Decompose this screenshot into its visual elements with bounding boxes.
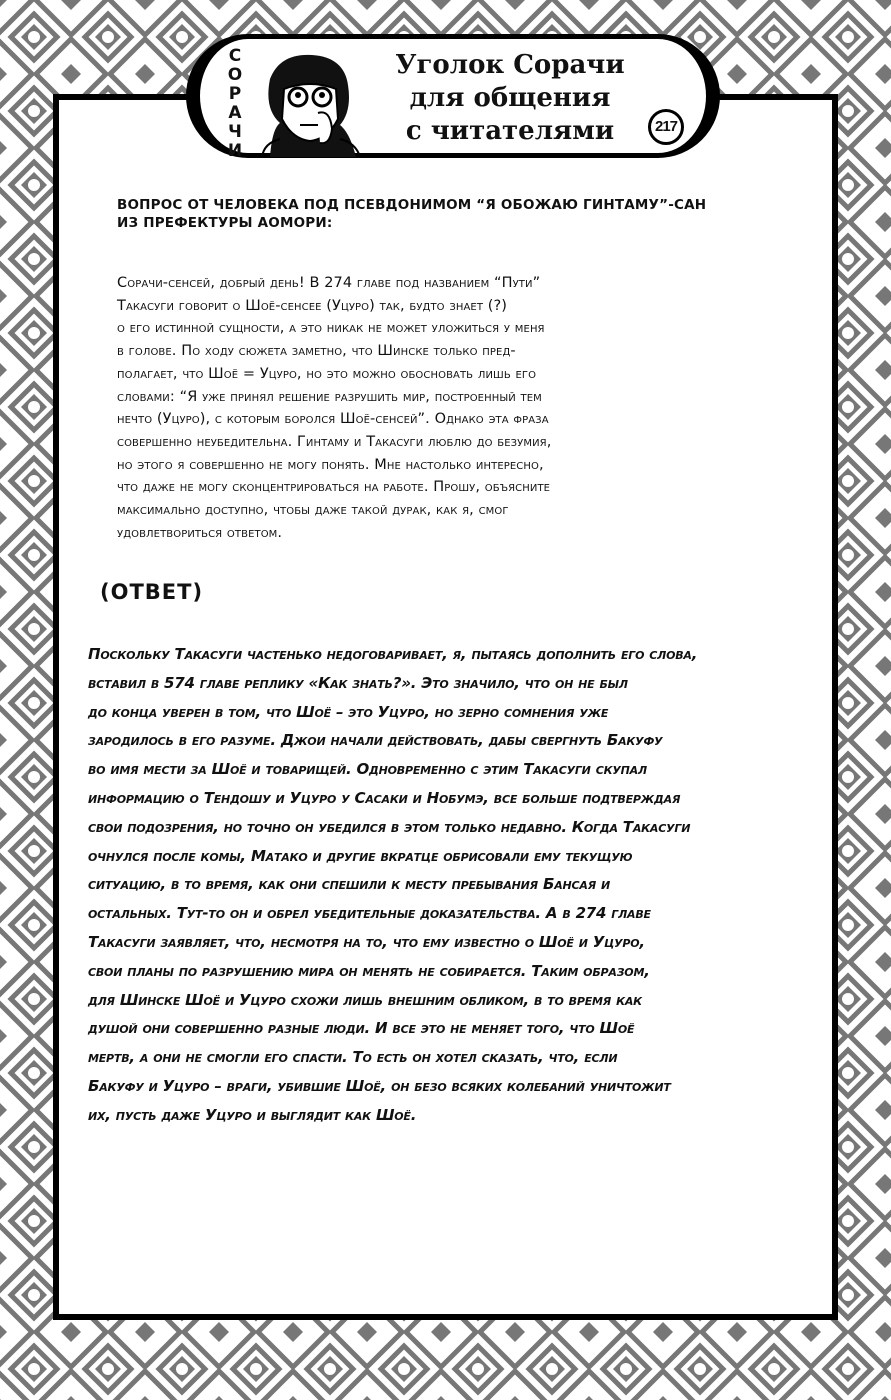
answer-body <box>88 640 697 1130</box>
vertical-letter: А <box>228 103 242 123</box>
text-line: до конца уверен в том, что Шоё – это Уцуро, но зерно сомнения уже <box>88 702 609 721</box>
text-line: зародилось в его разуме. Джои начали действовать, дабы свергнуть Бакуфу <box>88 731 663 750</box>
text-line: о его истинной сущности, а это никак не может уложиться у меня <box>117 320 545 337</box>
text-line: в голове. По ходу сюжета заметно, что Шинске только пред- <box>117 343 516 360</box>
text-line: ВОПРОС ОТ ЧЕЛОВЕКА ПОД ПСЕВДОНИМОМ “Я ОБОЖАЮ ГИНТАМУ”-САН <box>117 197 707 213</box>
question-body <box>117 272 551 544</box>
vertical-letter: Ч <box>228 122 242 142</box>
vertical-author-label <box>226 47 244 161</box>
text-line: во имя мести за Шоё и товарищей. Одновременно с этим Такасуги скупал <box>88 760 647 779</box>
author-gorilla-portrait-icon <box>250 49 370 157</box>
vertical-letter: О <box>227 65 243 85</box>
question-intro <box>117 196 706 232</box>
text-line: свои планы по разрушению мира он менять не собирается. Таким образом, <box>88 961 650 980</box>
text-line: что даже не могу сконцентрироваться на работе. Прошу, объясните <box>117 479 551 496</box>
title-line: с читателями <box>405 116 615 146</box>
text-line: максимально доступно, чтобы даже такой дурак, как я, смог <box>117 502 509 519</box>
issue-number-badge: 217 <box>648 109 684 145</box>
text-line: Такасуги говорит о Шоё-сенсее (Уцуро) так, будто знает (?) <box>117 297 508 314</box>
title-line: для общения <box>409 83 611 113</box>
text-line: но этого я совершенно не могу понять. Мне настолько интересно, <box>117 456 544 473</box>
text-line: душой они совершенно разные люди. И все это не меняет того, что Шоё <box>88 1019 635 1038</box>
text-line: остальных. Тут-то он и обрел убедительные доказательства. А в 274 главе <box>88 904 651 923</box>
text-line: Поскольку Такасуги частенько недоговаривает, я, пытаясь дополнить его слова, <box>88 645 698 663</box>
title-line: Уголок Сорачи <box>395 50 625 80</box>
vertical-letter: С <box>228 46 242 66</box>
text-line: информацию о Тендошу и Уцуро у Сасаки и Нобумэ, все больше подтверждая <box>88 788 681 807</box>
text-line: вставил в 574 главе реплику «Как знать?». Это значило, что он не был <box>88 673 628 692</box>
text-line: удовлетвориться ответом. <box>117 524 283 541</box>
text-line: мертв, а они не смогли его спасти. То есть он хотел сказать, что, если <box>88 1048 618 1067</box>
text-line: свои подозрения, но точно он убедился в этом только недавно. Когда Такасуги <box>88 817 691 836</box>
vertical-letter: Р <box>228 84 242 104</box>
text-line: Бакуфу и Уцуро – враги, убившие Шоё, он безо всяких колебаний уничтожит <box>88 1076 671 1095</box>
text-line: совершенно неубедительна. Гинтаму и Такасуги люблю до безумия, <box>117 433 552 450</box>
text-line: для Шинске Шоё и Уцуро схожи лишь внешним обликом, в то время как <box>88 990 642 1009</box>
corner-header-banner <box>186 34 720 161</box>
text-line: ИЗ ПРЕФЕКТУРЫ АОМОРИ: <box>117 215 333 231</box>
vertical-letter: И <box>227 141 243 161</box>
text-line: ситуацию, в то время, как они спешили к месту пребывания Бансая и <box>88 875 611 894</box>
text-line: нечто (Уцуро), с которым боролся Шоё-сенсей”. Однако эта фраза <box>117 411 549 428</box>
text-line: словами: “Я уже принял решение разрушить мир, построенный тем <box>117 388 542 405</box>
answer-label: (ОТВЕТ) <box>100 580 204 604</box>
corner-title <box>360 49 660 148</box>
text-line: очнулся после комы, Матако и другие вкратце обрисовали ему текущую <box>88 846 633 865</box>
text-line: полагает, что Шоё = Уцуро, но это можно обосновать лишь его <box>117 365 537 382</box>
text-line: Такасуги заявляет, что, несмотря на то, что ему известно о Шоё и Уцуро, <box>88 932 645 951</box>
text-line: их, пусть даже Уцуро и выглядит как Шоё. <box>88 1105 417 1124</box>
text-line: Сорачи-сенсей, добрый день! В 274 главе под названием “Пути” <box>117 275 541 291</box>
